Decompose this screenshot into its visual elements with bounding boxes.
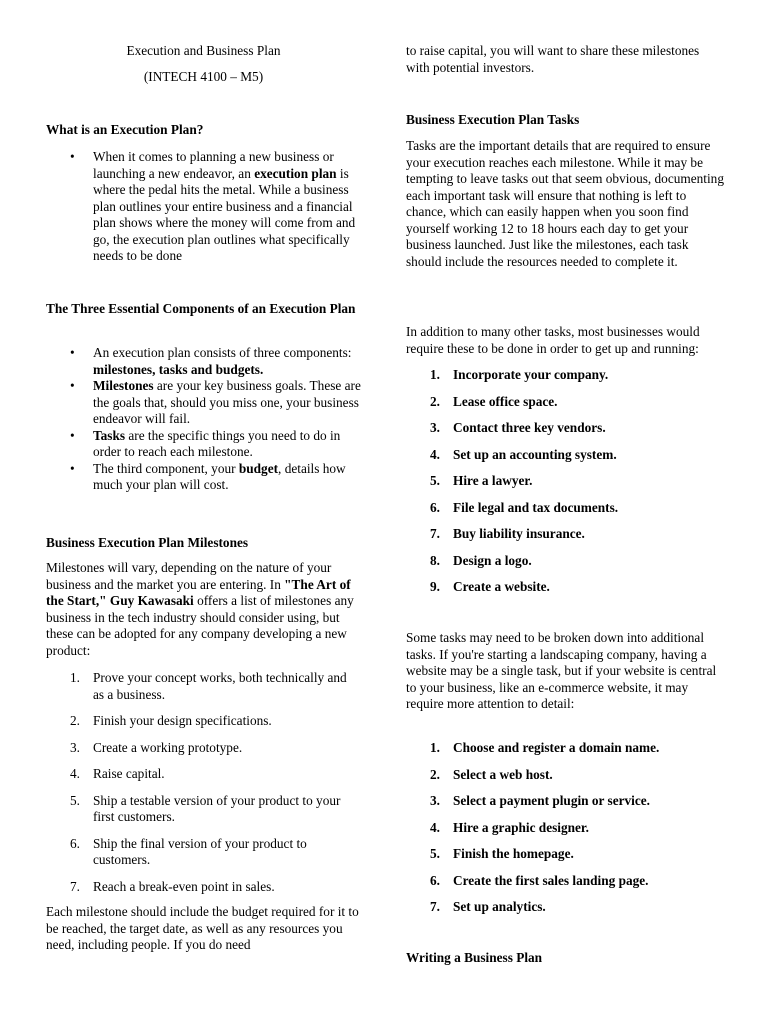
list-item: 3. Create a working prototype. [70,739,243,755]
list-item: 2. Lease office space. [430,393,558,409]
heading-tasks: Business Execution Plan Tasks [406,112,580,127]
bullet-icon: • [70,378,75,393]
list-item: • Tasks are the specific things you need to do in order to reach each milestone. [70,427,341,459]
document-subtitle: (INTECH 4100 – M5) [143,69,264,84]
list-item: 1. Incorporate your company. [430,367,609,382]
list-item: 7. Set up analytics. [430,899,546,914]
list-item: 5. Ship a testable version of your product to your first customers. [70,792,341,824]
list-item: 6. File legal and tax documents. [430,499,619,515]
list-item: 4. Hire a graphic designer. [430,819,589,835]
list-item: • An execution plan consists of three components: milestones, tasks and budgets. [70,345,352,377]
list-item: 8. Design a logo. [430,552,532,568]
milestones-outro: Each milestone should include the budget required for it to be reached, the target date, as well as any resources you need, including people. If you do need [46,904,359,952]
list-item: 4. Raise capital. [70,766,165,781]
milestones-list [46,670,361,905]
list-item: 2. Select a web host. [430,766,553,782]
list-item: 1. Choose and register a domain name. [430,740,660,755]
list-item: • Milestones are your key business goals. These are the goals that, should you miss one, your business endeavor will fail. [70,378,361,426]
tasks-paragraph: Tasks are the important details that are required to ensure your execution reaches each milestone. While it may be tempting to leave tasks out that seem obvious, documenting each important task will ensure that nothing is left to chance, which can easily happen when you soon find yourself working 12 to 18 hours each day to get your business launched. Just like the milestones, each task should include the resources needed to complete it. [406,138,724,269]
document-title: Execution and Business Plan [126,43,281,58]
heading-milestones: Business Execution Plan Milestones [46,535,249,550]
list-item: 7. Reach a break-even point in sales. [70,878,275,894]
components-list [46,345,361,494]
tasks-list [406,367,724,606]
list-item: • The third component, your budget, details how much your plan will cost. [70,460,346,492]
bullet-icon: • [70,149,75,164]
tasks-sublist [406,740,724,926]
milestones-outro-continued: to raise capital, you will want to share these milestones with potential investors. [406,43,700,75]
list-item: 1. Prove your concept works, both technically and as a business. [70,670,347,702]
tasks-paragraph-2: In addition to many other tasks, most businesses would require these to be done in order to get up and running: [406,324,700,356]
list-item: 3. Select a payment plugin or service. [430,793,650,808]
list-item: 4. Set up an accounting system. [430,446,617,462]
bullet-icon: • [70,345,75,360]
heading-writing: Writing a Business Plan [406,950,543,965]
bullet-icon: • [70,427,75,443]
heading-what-is: What is an Execution Plan? [46,122,204,137]
bullet-icon: • [70,460,75,476]
list-item: 3. Contact three key vendors. [430,420,606,435]
list-item: 5. Hire a lawyer. [430,473,533,488]
list-item: 9. Create a website. [430,579,550,594]
list-item: • When it comes to planning a new business or launching a new endeavor, an execution plan is where the pedal hits the metal. While a business plan outlines your entire business and a financial plan shows where the money will come from and go, the execution plan outlines what specifically needs to be done [70,149,356,263]
heading-three-components: The Three Essential Components of an Execution Plan [46,301,356,316]
list-item: 6. Create the first sales landing page. [430,872,649,888]
list-item: 2. Finish your design specifications. [70,713,272,728]
milestones-intro: Milestones will vary, depending on the nature of your business and the market you are entering. In "The Art of the Start," Guy Kawasaki offers a list of milestones any business in the tech industry should consider using, but these can be adopted for any company developing a new product: [46,560,354,658]
list-item: 6. Ship the final version of your product to customers. [70,835,307,867]
what-is-list [46,149,361,265]
list-item: 5. Finish the homepage. [430,846,574,861]
tasks-paragraph-3: Some tasks may need to be broken down into additional tasks. If you're starting a landscaping company, having a website may be a single task, but if your website is central to your business, like an e-commerce website, it may require more attention to detail: [406,630,717,711]
list-item: 7. Buy liability insurance. [430,526,585,541]
